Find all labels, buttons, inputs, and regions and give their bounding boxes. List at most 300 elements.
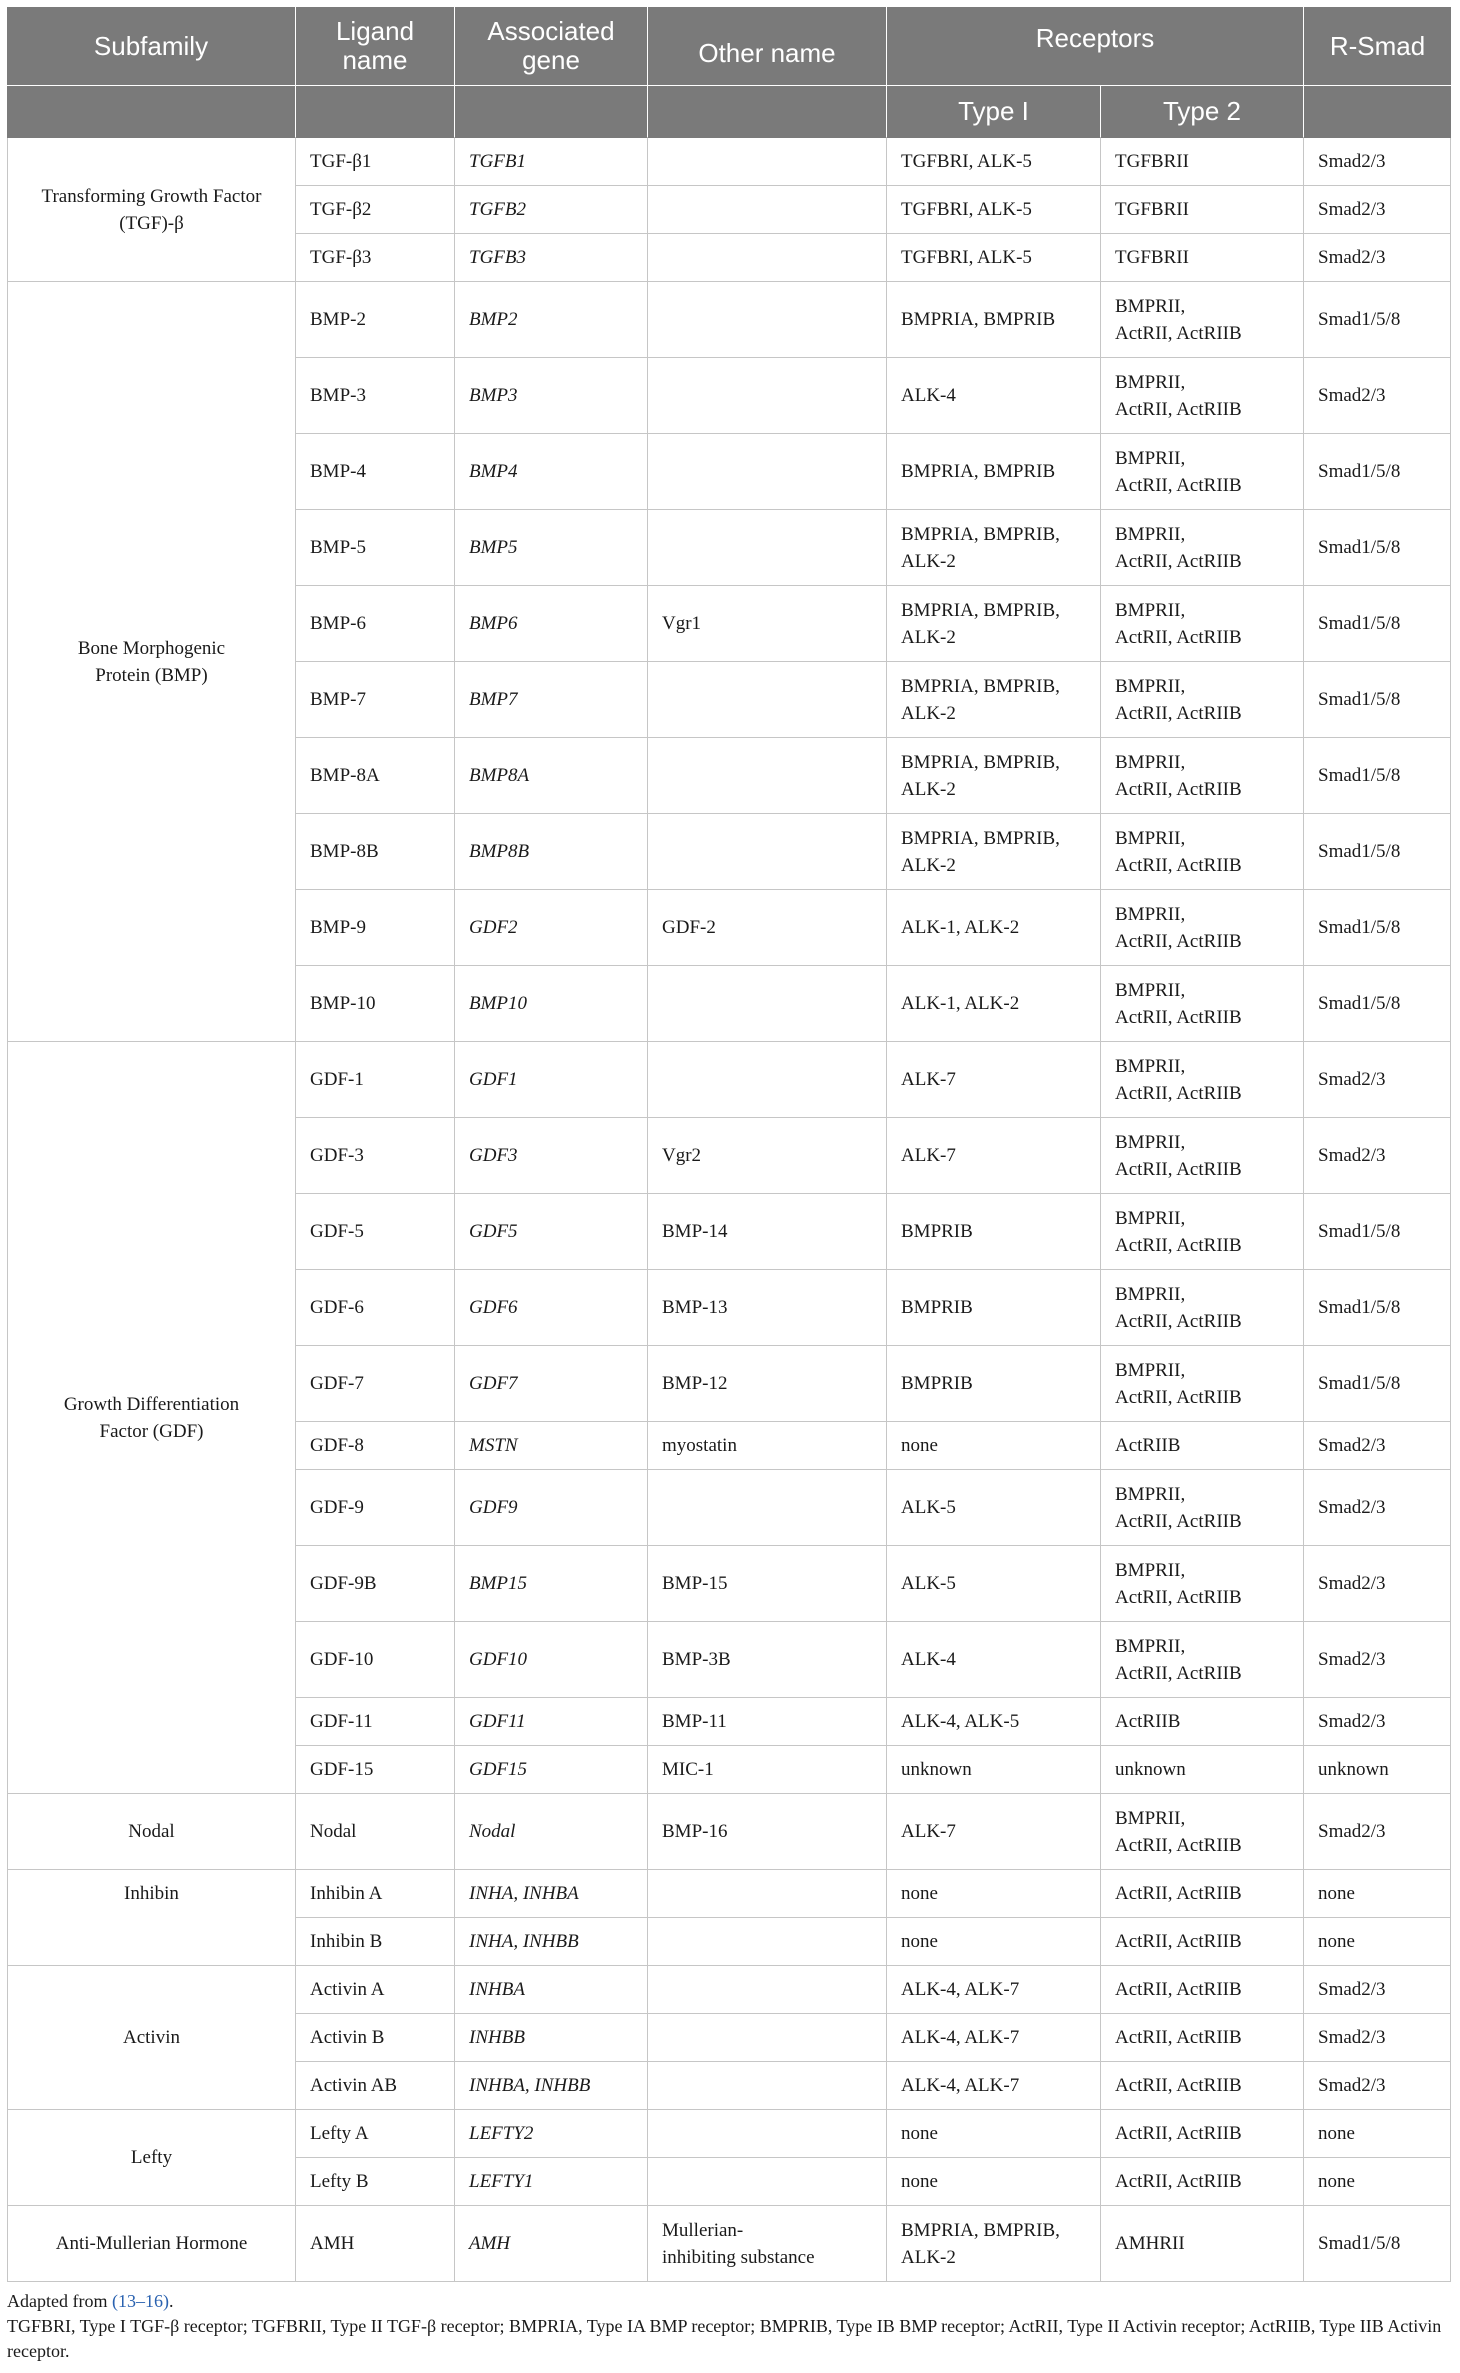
- associated-gene-cell-text: TGFB3: [469, 247, 526, 268]
- type-2-receptor-cell-text: BMPRII, ActRII, ActRIIB: [1115, 1635, 1242, 1684]
- type-2-receptor-cell-text: TGFBRII: [1115, 151, 1189, 172]
- subfamily-cell-bone-morphogenic-protein-bmp: [7, 282, 296, 1042]
- r-smad-cell-text: Smad1/5/8: [1318, 993, 1401, 1014]
- associated-gene-cell: [455, 2206, 648, 2282]
- type-1-receptor-cell: [887, 1794, 1101, 1870]
- ligand-name-cell: [296, 2110, 455, 2158]
- other-name-cell: [648, 510, 887, 586]
- type-1-receptor-cell-text: BMPRIA, BMPRIB, ALK-2: [901, 751, 1060, 800]
- ligand-name-cell-text: GDF-8: [310, 1435, 364, 1456]
- ligand-name-cell-text: GDF-6: [310, 1297, 364, 1318]
- r-smad-cell-text: Smad2/3: [1318, 199, 1386, 220]
- other-name-cell: [648, 1118, 887, 1194]
- associated-gene-cell: [455, 1870, 648, 1918]
- source-note-prefix: Adapted from: [7, 2291, 112, 2311]
- r-smad-cell: [1304, 138, 1451, 186]
- other-name-cell: [648, 1698, 887, 1746]
- type-2-receptor-cell-text: AMHRII: [1115, 2233, 1185, 2254]
- type-1-receptor-cell: [887, 1966, 1101, 2014]
- other-name-cell-text: [648, 1470, 886, 1545]
- other-name-cell: [648, 186, 887, 234]
- table-row: [7, 1870, 1451, 1918]
- r-smad-cell: [1304, 2014, 1451, 2062]
- associated-gene-cell: [455, 1422, 648, 1470]
- other-name-cell: [648, 1194, 887, 1270]
- ligand-name-cell: [296, 2062, 455, 2110]
- subfamily-cell-anti-mullerian-hormone: [7, 2206, 296, 2282]
- header-associated-gene: [455, 7, 648, 86]
- associated-gene-cell-text: INHBA: [469, 1979, 525, 2000]
- associated-gene-cell-text: GDF2: [469, 917, 518, 938]
- r-smad-cell: [1304, 738, 1451, 814]
- ligand-name-cell: [296, 1194, 455, 1270]
- ligand-name-cell-text: BMP-2: [310, 309, 366, 330]
- type-2-receptor-cell: [1101, 1042, 1304, 1118]
- subfamily-label: Activin: [123, 2027, 180, 2048]
- ligand-name-cell-text: GDF-3: [310, 1145, 364, 1166]
- header-label: Ligand name: [335, 16, 415, 75]
- associated-gene-cell-text: TGFB2: [469, 199, 526, 220]
- type-1-receptor-cell-text: BMPRIA, BMPRIB, ALK-2: [901, 675, 1060, 724]
- type-2-receptor-cell-text: BMPRII, ActRII, ActRIIB: [1115, 523, 1242, 572]
- header-label: Type I: [958, 96, 1029, 126]
- citation-link[interactable]: (13–16): [111, 2291, 169, 2311]
- type-2-receptor-cell: [1101, 966, 1304, 1042]
- ligand-name-cell-text: GDF-11: [310, 1711, 373, 1732]
- type-2-receptor-cell: [1101, 1870, 1304, 1918]
- ligand-name-cell-text: Lefty B: [310, 2171, 369, 2192]
- associated-gene-cell: [455, 1042, 648, 1118]
- type-1-receptor-cell-text: none: [901, 1883, 938, 1904]
- type-2-receptor-cell-text: ActRIIB: [1115, 1711, 1181, 1732]
- type-2-receptor-cell: [1101, 1918, 1304, 1966]
- type-2-receptor-cell-text: BMPRII, ActRII, ActRIIB: [1115, 1359, 1242, 1408]
- ligand-name-cell: [296, 1470, 455, 1546]
- r-smad-cell-text: none: [1318, 1883, 1355, 1904]
- r-smad-cell: [1304, 2062, 1451, 2110]
- other-name-cell-text: [648, 1870, 886, 1917]
- associated-gene-cell-text: BMP3: [469, 385, 518, 406]
- type-2-receptor-cell: [1101, 1194, 1304, 1270]
- other-name-cell: [648, 1746, 887, 1794]
- associated-gene-cell: [455, 138, 648, 186]
- header-r-smad: [1304, 7, 1451, 86]
- associated-gene-cell: [455, 358, 648, 434]
- other-name-cell: [648, 1546, 887, 1622]
- type-2-receptor-cell: [1101, 1422, 1304, 1470]
- header-label: Associated gene: [487, 16, 615, 75]
- type-1-receptor-cell-text: ALK-1, ALK-2: [901, 917, 1020, 938]
- r-smad-cell: [1304, 2110, 1451, 2158]
- associated-gene-cell-text: INHA, INHBB: [469, 1931, 579, 1952]
- type-2-receptor-cell: [1101, 2110, 1304, 2158]
- associated-gene-cell: [455, 1470, 648, 1546]
- r-smad-cell-text: Smad2/3: [1318, 385, 1386, 406]
- r-smad-cell: [1304, 1622, 1451, 1698]
- other-name-cell-text: [648, 358, 886, 433]
- r-smad-cell-text: Smad2/3: [1318, 1711, 1386, 1732]
- type-1-receptor-cell-text: ALK-7: [901, 1069, 956, 1090]
- type-1-receptor-cell-text: ALK-7: [901, 1145, 956, 1166]
- r-smad-cell: [1304, 1270, 1451, 1346]
- type-1-receptor-cell-text: ALK-4, ALK-5: [901, 1711, 1020, 1732]
- type-2-receptor-cell-text: BMPRII, ActRII, ActRIIB: [1115, 1807, 1242, 1856]
- type-1-receptor-cell: [887, 662, 1101, 738]
- other-name-cell-text: [648, 234, 886, 281]
- table-footnote: [7, 2289, 1447, 2364]
- type-2-receptor-cell: [1101, 234, 1304, 282]
- r-smad-cell-text: Smad2/3: [1318, 2027, 1386, 2048]
- type-2-receptor-cell: [1101, 2158, 1304, 2206]
- r-smad-cell-text: Smad1/5/8: [1318, 2233, 1401, 2254]
- associated-gene-cell-text: BMP5: [469, 537, 518, 558]
- type-1-receptor-cell: [887, 510, 1101, 586]
- associated-gene-cell-text: BMP15: [469, 1573, 528, 1594]
- source-note: [7, 2289, 1447, 2314]
- other-name-cell: [648, 1918, 887, 1966]
- type-1-receptor-cell-text: ALK-4, ALK-7: [901, 1979, 1020, 2000]
- other-name-cell: [648, 282, 887, 358]
- ligand-name-cell: [296, 510, 455, 586]
- r-smad-cell: [1304, 662, 1451, 738]
- associated-gene-cell-text: GDF10: [469, 1649, 528, 1670]
- r-smad-cell: [1304, 358, 1451, 434]
- type-2-receptor-cell: [1101, 434, 1304, 510]
- type-2-receptor-cell: [1101, 814, 1304, 890]
- r-smad-cell-text: Smad1/5/8: [1318, 309, 1401, 330]
- r-smad-cell: [1304, 1966, 1451, 2014]
- type-1-receptor-cell: [887, 2158, 1101, 2206]
- r-smad-cell-text: Smad2/3: [1318, 1573, 1386, 1594]
- other-name-cell-text: [648, 1966, 886, 2013]
- type-2-receptor-cell: [1101, 510, 1304, 586]
- type-2-receptor-cell-text: BMPRII, ActRII, ActRIIB: [1115, 1055, 1242, 1104]
- associated-gene-cell: [455, 234, 648, 282]
- r-smad-cell-text: Smad2/3: [1318, 1979, 1386, 2000]
- associated-gene-cell: [455, 1746, 648, 1794]
- type-2-receptor-cell-text: BMPRII, ActRII, ActRIIB: [1115, 751, 1242, 800]
- other-name-cell-text: BMP-16: [662, 1821, 728, 1842]
- ligand-name-cell: [296, 2158, 455, 2206]
- other-name-cell: [648, 138, 887, 186]
- subfamily-cell-inhibin: [7, 1870, 296, 1966]
- type-1-receptor-cell: [887, 586, 1101, 662]
- other-name-cell-text: BMP-14: [662, 1221, 728, 1242]
- ligand-name-cell: [296, 1870, 455, 1918]
- type-1-receptor-cell-text: ALK-7: [901, 1821, 956, 1842]
- type-2-receptor-cell-text: ActRII, ActRIIB: [1115, 1931, 1242, 1952]
- r-smad-cell-text: Smad2/3: [1318, 1435, 1386, 1456]
- other-name-cell: [648, 234, 887, 282]
- other-name-cell-text: myostatin: [662, 1435, 737, 1456]
- other-name-cell-text: [648, 1918, 886, 1965]
- type-2-receptor-cell-text: BMPRII, ActRII, ActRIIB: [1115, 295, 1242, 344]
- subfamily-cell-activin: [7, 1966, 296, 2110]
- associated-gene-cell: [455, 662, 648, 738]
- type-1-receptor-cell-text: none: [901, 2171, 938, 2192]
- r-smad-cell-text: Smad2/3: [1318, 1145, 1386, 1166]
- other-name-cell: [648, 1794, 887, 1870]
- type-1-receptor-cell: [887, 738, 1101, 814]
- type-2-receptor-cell-text: BMPRII, ActRII, ActRIIB: [1115, 371, 1242, 420]
- other-name-cell-text: GDF-2: [662, 917, 716, 938]
- other-name-cell: [648, 814, 887, 890]
- other-name-cell-text: [648, 138, 886, 185]
- ligand-name-cell: [296, 1794, 455, 1870]
- r-smad-cell: [1304, 2206, 1451, 2282]
- ligand-name-cell-text: GDF-7: [310, 1373, 364, 1394]
- type-1-receptor-cell: [887, 890, 1101, 966]
- type-2-receptor-cell-text: TGFBRII: [1115, 247, 1189, 268]
- associated-gene-cell: [455, 1270, 648, 1346]
- other-name-cell-text: [648, 186, 886, 233]
- ligand-name-cell-text: Activin A: [310, 1979, 385, 2000]
- associated-gene-cell-text: GDF5: [469, 1221, 518, 1242]
- r-smad-cell-text: Smad2/3: [1318, 1069, 1386, 1090]
- associated-gene-cell-text: GDF3: [469, 1145, 518, 1166]
- other-name-cell-text: [648, 2110, 886, 2157]
- source-note-suffix: .: [168, 2291, 174, 2311]
- other-name-cell-text: [648, 2158, 886, 2205]
- r-smad-cell-text: none: [1318, 2123, 1355, 2144]
- ligand-name-cell-text: BMP-7: [310, 689, 366, 710]
- type-1-receptor-cell: [887, 1346, 1101, 1422]
- other-name-cell-text: [648, 738, 886, 813]
- header-label: Type 2: [1162, 96, 1242, 126]
- other-name-cell-text: MIC-1: [662, 1759, 714, 1780]
- type-2-receptor-cell-text: unknown: [1115, 1759, 1186, 1780]
- associated-gene-cell-text: BMP10: [469, 993, 528, 1014]
- type-2-receptor-cell: [1101, 1622, 1304, 1698]
- associated-gene-cell: [455, 586, 648, 662]
- type-1-receptor-cell: [887, 2110, 1101, 2158]
- ligand-name-cell: [296, 1270, 455, 1346]
- table-row: [7, 1966, 1451, 2014]
- header-spacer: [455, 86, 648, 138]
- ligand-name-cell: [296, 814, 455, 890]
- associated-gene-cell: [455, 1918, 648, 1966]
- type-1-receptor-cell-text: TGFBRI, ALK-5: [901, 151, 1032, 172]
- type-2-receptor-cell: [1101, 662, 1304, 738]
- table-row: [7, 2110, 1451, 2158]
- associated-gene-cell-text: LEFTY1: [469, 2171, 534, 2192]
- abbreviations-note: TGFBRI, Type I TGF-β receptor; TGFBRII, Type II TGF-β receptor; BMPRIA, Type IA BMP receptor; BMPRIB, Type IB BMP receptor; ActRII, Type II Activin receptor; ActRIIB, Type IIB Activin receptor.: [7, 2316, 1442, 2361]
- ligand-name-cell-text: TGF-β1: [310, 151, 372, 172]
- ligand-name-cell-text: BMP-5: [310, 537, 366, 558]
- ligand-name-cell-text: GDF-1: [310, 1069, 364, 1090]
- r-smad-cell-text: Smad1/5/8: [1318, 765, 1401, 786]
- ligand-name-cell-text: AMH: [310, 2233, 355, 2254]
- type-1-receptor-cell: [887, 138, 1101, 186]
- ligand-name-cell-text: BMP-6: [310, 613, 366, 634]
- type-2-receptor-cell-text: BMPRII, ActRII, ActRIIB: [1115, 827, 1242, 876]
- r-smad-cell-text: Smad1/5/8: [1318, 613, 1401, 634]
- r-smad-cell: [1304, 1422, 1451, 1470]
- type-1-receptor-cell: [887, 814, 1101, 890]
- type-2-receptor-cell: [1101, 1470, 1304, 1546]
- ligand-name-cell-text: BMP-4: [310, 461, 366, 482]
- type-1-receptor-cell: [887, 1470, 1101, 1546]
- associated-gene-cell-text: AMH: [469, 2233, 511, 2254]
- type-1-receptor-cell-text: BMPRIA, BMPRIB: [901, 461, 1056, 482]
- other-name-cell: [648, 2062, 887, 2110]
- type-1-receptor-cell-text: TGFBRI, ALK-5: [901, 199, 1032, 220]
- ligand-name-cell: [296, 138, 455, 186]
- ligand-name-cell: [296, 1622, 455, 1698]
- associated-gene-cell-text: GDF7: [469, 1373, 518, 1394]
- table-header: [7, 7, 1451, 138]
- type-2-receptor-cell: [1101, 1794, 1304, 1870]
- type-2-receptor-cell-text: BMPRII, ActRII, ActRIIB: [1115, 1207, 1242, 1256]
- other-name-cell-text: [648, 2062, 886, 2109]
- ligand-name-cell: [296, 1042, 455, 1118]
- r-smad-cell: [1304, 2158, 1451, 2206]
- other-name-cell-text: BMP-13: [662, 1297, 728, 1318]
- associated-gene-cell-text: BMP2: [469, 309, 518, 330]
- r-smad-cell-text: Smad1/5/8: [1318, 689, 1401, 710]
- ligand-name-cell: [296, 1746, 455, 1794]
- r-smad-cell-text: Smad1/5/8: [1318, 461, 1401, 482]
- ligand-name-cell: [296, 586, 455, 662]
- table-row: [7, 282, 1451, 358]
- header-label: Subfamily: [93, 30, 209, 61]
- type-2-receptor-cell: [1101, 1746, 1304, 1794]
- other-name-cell-text: BMP-12: [662, 1373, 728, 1394]
- subfamily-label: Inhibin: [124, 1883, 179, 1904]
- other-name-cell-text: Vgr2: [662, 1145, 702, 1166]
- type-2-receptor-cell-text: BMPRII, ActRII, ActRIIB: [1115, 1131, 1242, 1180]
- ligand-name-cell-text: Activin AB: [310, 2075, 398, 2096]
- other-name-cell-text: [648, 434, 886, 509]
- associated-gene-cell-text: LEFTY2: [469, 2123, 534, 2144]
- type-1-receptor-cell-text: BMPRIA, BMPRIB: [901, 309, 1056, 330]
- header-type-2: [1101, 86, 1304, 138]
- other-name-cell: [648, 586, 887, 662]
- type-1-receptor-cell: [887, 282, 1101, 358]
- associated-gene-cell: [455, 1698, 648, 1746]
- other-name-cell: [648, 1042, 887, 1118]
- ligand-name-cell-text: BMP-10: [310, 993, 376, 1014]
- associated-gene-cell-text: BMP8B: [469, 841, 530, 862]
- associated-gene-cell-text: BMP4: [469, 461, 518, 482]
- r-smad-cell-text: Smad2/3: [1318, 1649, 1386, 1670]
- ligand-name-cell-text: GDF-9B: [310, 1573, 377, 1594]
- other-name-cell: [648, 2158, 887, 2206]
- subfamily-label: Growth Differentiation Factor (GDF): [63, 1393, 240, 1442]
- r-smad-cell: [1304, 1470, 1451, 1546]
- other-name-cell: [648, 966, 887, 1042]
- ligand-name-cell: [296, 1966, 455, 2014]
- associated-gene-cell-text: INHBB: [469, 2027, 525, 2048]
- ligand-name-cell: [296, 1118, 455, 1194]
- other-name-cell: [648, 2014, 887, 2062]
- subfamily-label: Lefty: [130, 2147, 173, 2168]
- other-name-cell-text: [648, 282, 886, 357]
- other-name-cell-text: [648, 814, 886, 889]
- associated-gene-cell: [455, 1118, 648, 1194]
- type-1-receptor-cell-text: ALK-4: [901, 385, 956, 406]
- type-1-receptor-cell-text: BMPRIA, BMPRIB, ALK-2: [901, 827, 1060, 876]
- type-1-receptor-cell-text: ALK-4, ALK-7: [901, 2075, 1020, 2096]
- type-1-receptor-cell-text: TGFBRI, ALK-5: [901, 247, 1032, 268]
- header-subfamily: [7, 7, 296, 86]
- ligand-name-cell-text: Inhibin A: [310, 1883, 383, 1904]
- ligand-name-cell: [296, 282, 455, 358]
- associated-gene-cell-text: BMP7: [469, 689, 518, 710]
- associated-gene-cell: [455, 1546, 648, 1622]
- type-1-receptor-cell-text: BMPRIA, BMPRIB, ALK-2: [901, 523, 1060, 572]
- type-2-receptor-cell-text: BMPRII, ActRII, ActRIIB: [1115, 1483, 1242, 1532]
- ligand-name-cell: [296, 890, 455, 966]
- table-row: [7, 2206, 1451, 2282]
- other-name-cell: [648, 662, 887, 738]
- type-1-receptor-cell-text: BMPRIA, BMPRIB, ALK-2: [901, 599, 1060, 648]
- header-label: Other name: [698, 38, 836, 68]
- r-smad-cell: [1304, 186, 1451, 234]
- associated-gene-cell-text: GDF15: [469, 1759, 528, 1780]
- type-2-receptor-cell: [1101, 586, 1304, 662]
- other-name-cell-text: Mullerian- inhibiting substance: [662, 2219, 815, 2268]
- other-name-cell: [648, 2206, 887, 2282]
- type-1-receptor-cell-text: none: [901, 2123, 938, 2144]
- type-1-receptor-cell: [887, 2206, 1101, 2282]
- r-smad-cell-text: Smad2/3: [1318, 2075, 1386, 2096]
- type-1-receptor-cell: [887, 1746, 1101, 1794]
- type-1-receptor-cell: [887, 1118, 1101, 1194]
- r-smad-cell: [1304, 966, 1451, 1042]
- ligand-name-cell-text: BMP-9: [310, 917, 366, 938]
- r-smad-cell: [1304, 1194, 1451, 1270]
- ligand-name-cell: [296, 186, 455, 234]
- r-smad-cell: [1304, 1746, 1451, 1794]
- table-body: [7, 138, 1451, 2282]
- header-row: [7, 7, 1451, 86]
- type-1-receptor-cell: [887, 1270, 1101, 1346]
- type-2-receptor-cell-text: BMPRII, ActRII, ActRIIB: [1115, 675, 1242, 724]
- ligand-name-cell-text: GDF-9: [310, 1497, 364, 1518]
- r-smad-cell: [1304, 586, 1451, 662]
- ligand-name-cell-text: GDF-10: [310, 1649, 374, 1670]
- associated-gene-cell-text: Nodal: [469, 1821, 516, 1842]
- associated-gene-cell: [455, 2158, 648, 2206]
- ligand-name-cell: [296, 1422, 455, 1470]
- type-1-receptor-cell: [887, 1622, 1101, 1698]
- associated-gene-cell-text: GDF1: [469, 1069, 518, 1090]
- r-smad-cell-text: Smad1/5/8: [1318, 841, 1401, 862]
- r-smad-cell-text: unknown: [1318, 1759, 1389, 1780]
- type-1-receptor-cell: [887, 1698, 1101, 1746]
- type-1-receptor-cell: [887, 2062, 1101, 2110]
- associated-gene-cell: [455, 2062, 648, 2110]
- ligand-name-cell: [296, 434, 455, 510]
- r-smad-cell: [1304, 1346, 1451, 1422]
- other-name-cell: [648, 1966, 887, 2014]
- associated-gene-cell-text: BMP8A: [469, 765, 530, 786]
- subfamily-cell-nodal: [7, 1794, 296, 1870]
- ligand-name-cell: [296, 1546, 455, 1622]
- associated-gene-cell: [455, 1622, 648, 1698]
- r-smad-cell-text: none: [1318, 2171, 1355, 2192]
- type-2-receptor-cell-text: ActRII, ActRIIB: [1115, 2171, 1242, 2192]
- r-smad-cell: [1304, 234, 1451, 282]
- subfamily-cell-lefty: [7, 2110, 296, 2206]
- associated-gene-cell: [455, 510, 648, 586]
- other-name-cell-text: Vgr1: [662, 613, 702, 634]
- type-1-receptor-cell: [887, 234, 1101, 282]
- r-smad-cell: [1304, 282, 1451, 358]
- type-2-receptor-cell-text: ActRII, ActRIIB: [1115, 1883, 1242, 1904]
- header-spacer: [7, 86, 296, 138]
